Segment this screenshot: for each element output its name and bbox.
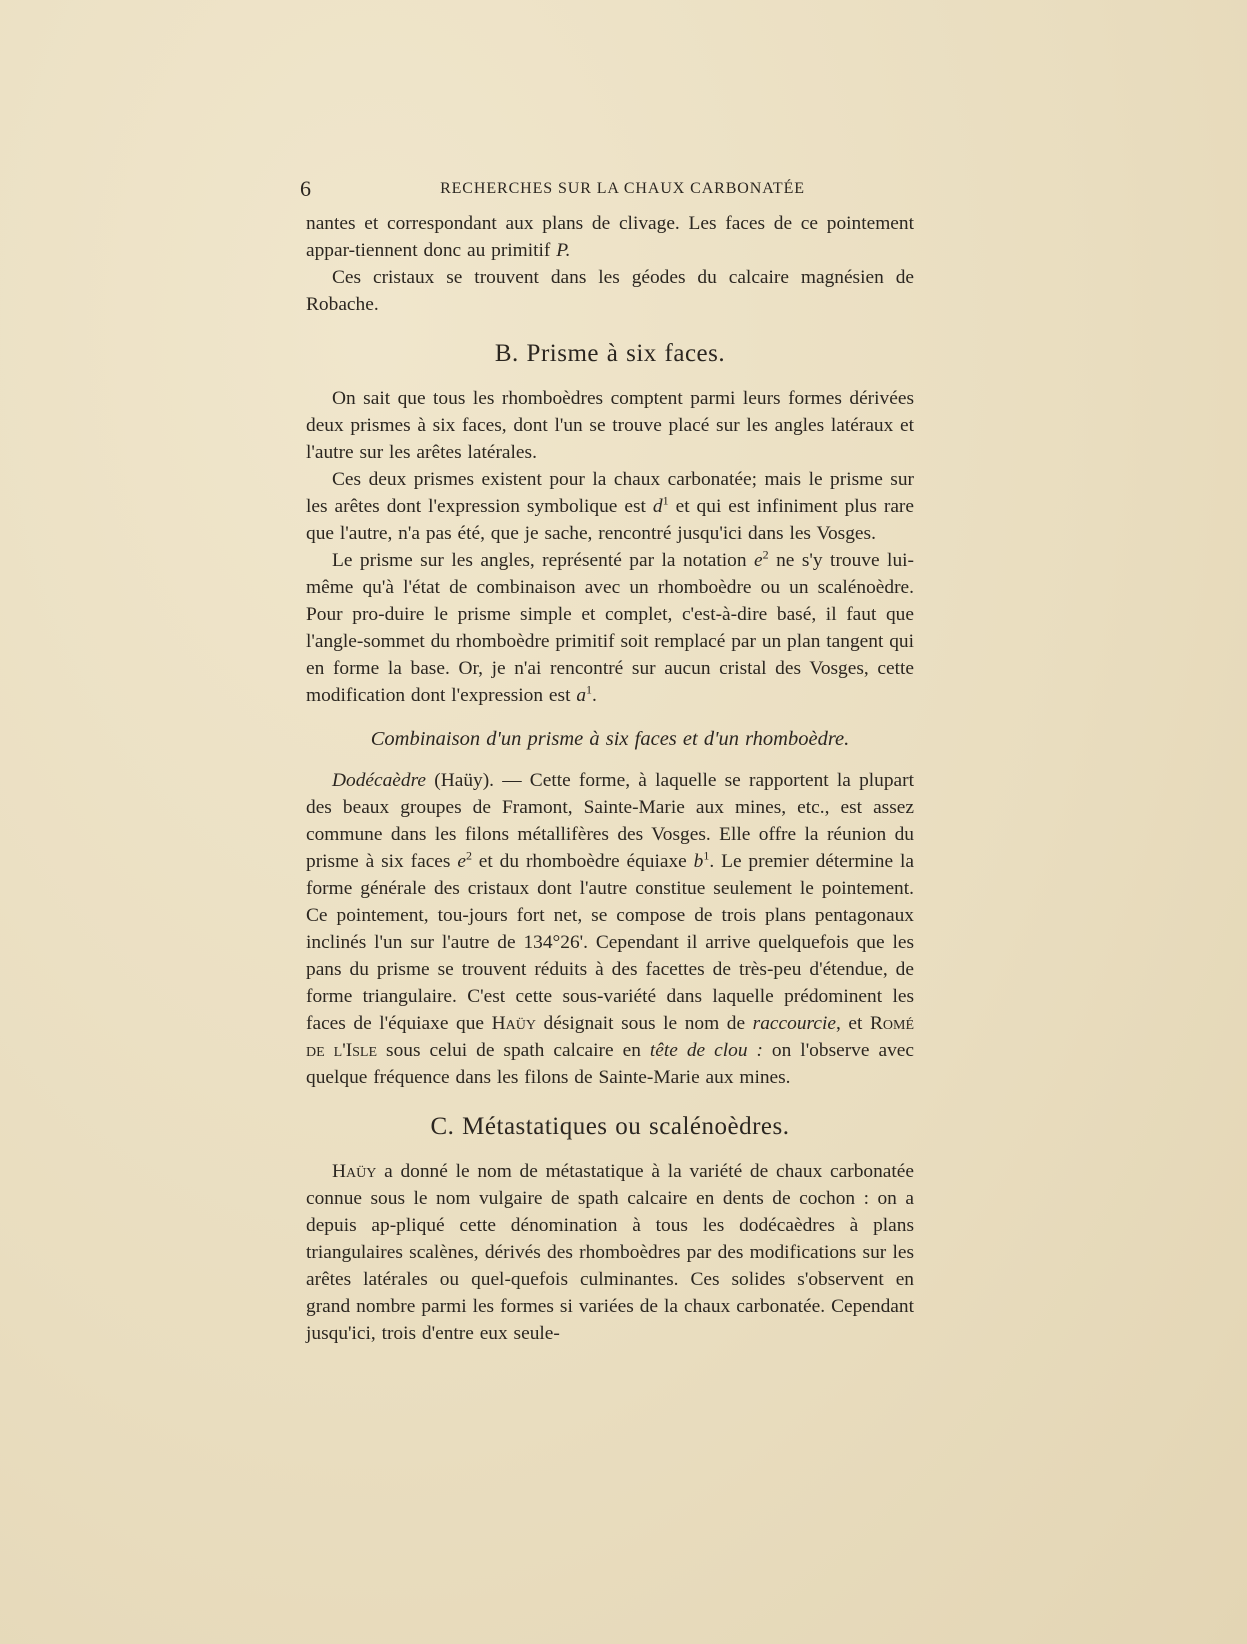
paragraph-prisme-angles: Le prisme sur les angles, représenté par la notation $e^2$ ne s'y trouve lui-même qu'à l'état de combinaison avec un rhomboèdre ou un scalénoèdre. Pour pro-duire le prisme simple et complet, c'est-à-dire basé, il faut que l'angle-sommet du rhomboèdre primitif soit remplacé par un plan tangent qui en forme la base. Or, je n'ai rencontré sur aucun cristal des Vosges, cette modification dont l'expression est $a^1$. [306,547,914,706]
running-head: RECHERCHES SUR LA CHAUX CARBONATÉE [440,180,805,197]
paragraph-continuation: nantes et correspondant aux plans de clivage. Les faces de ce pointement appar-tiennent donc au primitif P. [306,213,914,261]
paragraph-robache: Ces cristaux se trouvent dans les géodes du calcaire magnésien de Robache. [306,267,914,315]
section-heading-c: C. Métastatiques ou scalénoèdres. [430,1113,790,1140]
page-header [300,176,920,206]
paragraph-deux-prismes: Ces deux prismes existent pour la chaux carbonatée; mais le prisme sur les arêtes dont l'expression symbolique est $d^1$ et qui est infiniment plus rare que l'autre, n'a pas été, que je sache, rencontré jusqu'ici dans les Vosges. [306,469,914,544]
paragraph-dodecaedre: Dodécaèdre (Haüy). — Cette forme, à laquelle se rapportent la plupart des beaux groupes de Framont, Sainte-Marie aux mines, etc., est assez commune dans les filons métallifères des Vosges. Elle offre la réunion du prisme à six faces $e^2$ et du rhomboèdre équiaxe $b^1$. Le premier détermine la forme générale des cristaux dont l'autre constitue seulement le pointement. Ce pointement, tou-jours fort net, se compose de trois plans pentagonaux inclinés l'un sur l'autre de 134°26'. Cependant il arrive quelquefois que les pans du prisme se trouvent réduits à des facettes de très-peu d'étendue, de forme triangulaire. C'est cette sous-variété dans laquelle prédominent les faces de l'équiaxe que Haüy désignait sous le nom de raccourcie, et Romé de l'Isle sous celui de spath calcaire en tête de clou : on l'observe avec quelque fréquence dans les filons de Sainte-Marie aux mines. [306,770,914,1088]
paragraph-metastatique: Haüy a donné le nom de métastatique à la variété de chaux carbonatée connue sous le nom vulgaire de spath calcaire en dents de cochon : on a depuis ap-pliqué cette dénomination à tous les dodécaèdres à plans triangulaires scalènes, dérivés des rhomboèdres par des modifications sur les arêtes latérales ou quel-quefois culminantes. Ces solides s'observent en grand nombre parmi les formes si variées de la chaux carbonatée. Cependant jusqu'ici, trois d'entre eux seule- [306,1161,914,1344]
body-text [306,210,914,1347]
page-number: 6 [300,176,311,201]
subheading-combinaison: Combinaison d'un prisme à six faces et d'un rhomboèdre. [370,728,850,750]
section-heading-b: B. Prisme à six faces. [494,340,726,367]
paragraph-prismes-intro: On sait que tous les rhomboèdres comptent parmi leurs formes dérivées deux prismes à six faces, dont l'un se trouve placé sur les angles latéraux et l'autre sur les arêtes latérales. [306,388,914,463]
